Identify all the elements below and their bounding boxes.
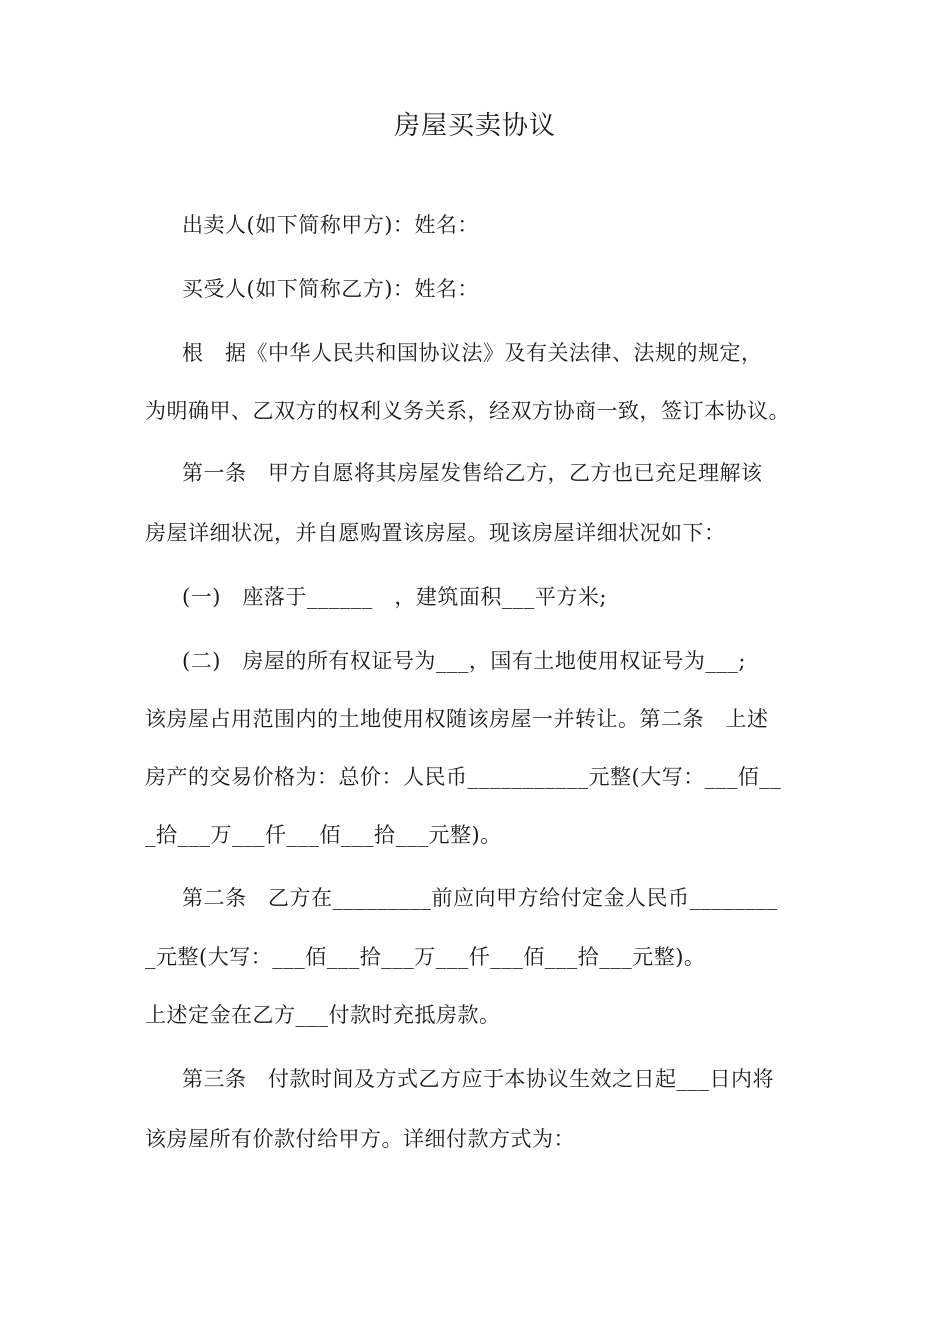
article-1-line-1: 第一条 甲方自愿将其房屋发售给乙方，乙方也已充足理解该 [182, 461, 763, 485]
price-line-2: _拾___万___仟___佰___拾___元整)。 [145, 823, 502, 847]
article-1-line-2: 房屋详细状况，并自愿购置该房屋。现该房屋详细状况如下： [145, 521, 726, 545]
seller-line: 出卖人(如下简称甲方)：姓名： [182, 213, 479, 237]
article-1-item-2-cont: 该房屋占用范围内的土地使用权随该房屋一并转让。第二条 上述 [145, 707, 769, 731]
preamble-line-2: 为明确甲、乙双方的权利义务关系，经双方协商一致，签订本协议。 [145, 399, 790, 423]
article-2-line-2: _元整(大写：___佰___拾___万___仟___佰___拾___元整)。 [145, 945, 706, 969]
buyer-line: 买受人(如下简称乙方)：姓名： [182, 277, 479, 301]
article-3-line-1: 第三条 付款时间及方式乙方应于本协议生效之日起___日内将 [182, 1067, 774, 1091]
article-2-line-3: 上述定金在乙方___付款时充抵房款。 [145, 1003, 501, 1027]
document-title: 房屋买卖协议 [393, 111, 556, 141]
price-line-1: 房产的交易价格为：总价：人民币___________元整(大写：___佰__ [145, 765, 782, 789]
article-1-item-2: (二) 房屋的所有权证号为___，国有土地使用权证号为___; [182, 649, 746, 673]
preamble-line-1: 根 据《中华人民共和国协议法》及有关法律、法规的规定， [182, 341, 763, 365]
article-2-line-1: 第二条 乙方在_________前应向甲方给付定金人民币________ [182, 886, 778, 910]
article-1-item-1: (一) 座落于______ ，建筑面积___平方米; [182, 585, 607, 609]
article-3-line-2: 该房屋所有价款付给甲方。详细付款方式为： [145, 1127, 575, 1151]
